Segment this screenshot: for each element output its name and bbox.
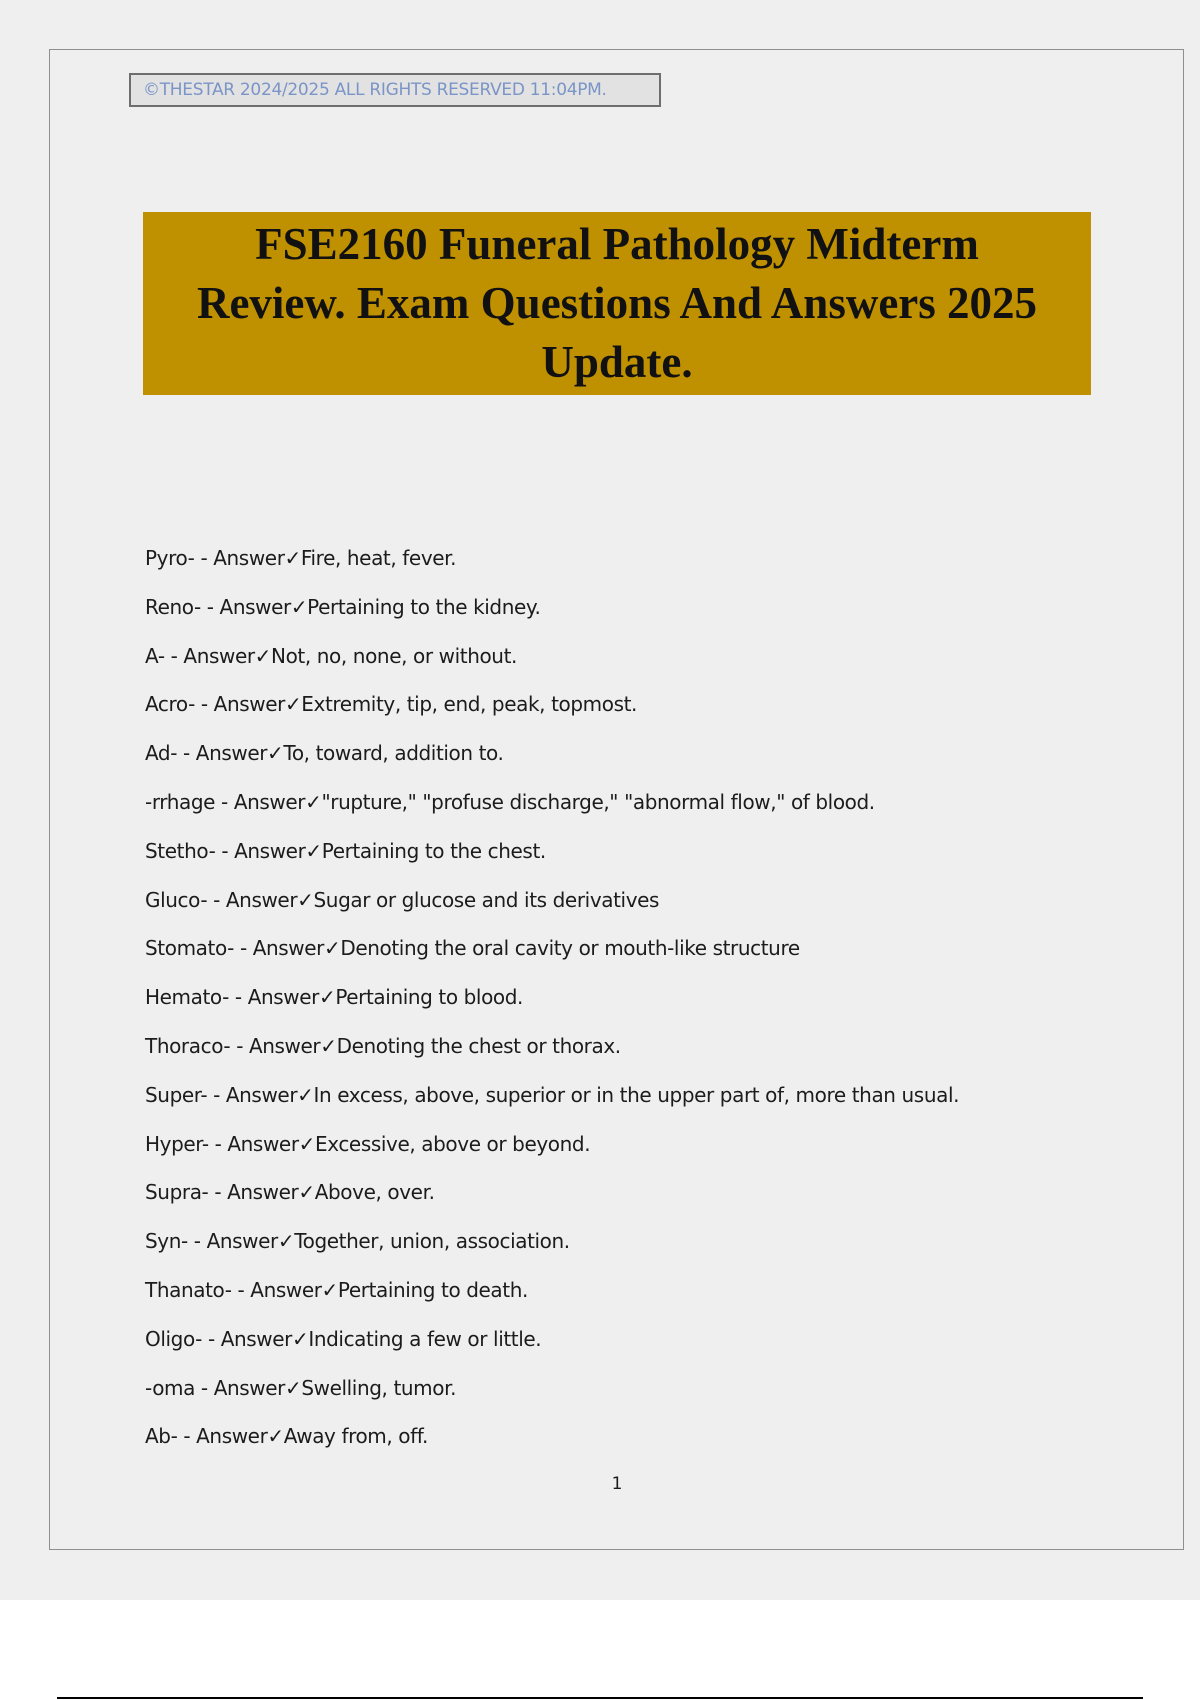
qa-answer: Away from, off. [283,1424,428,1449]
qa-separator: - [177,741,196,766]
title-line-3: Update. [541,337,693,387]
qa-answer: Indicating a few or little. [308,1326,542,1351]
checkmark-icon: ✓ [298,1180,315,1205]
qa-separator: - [231,1277,251,1302]
page-number: 1 [611,1474,623,1494]
checkmark-icon: ✓ [305,838,322,863]
qa-item [145,736,1145,785]
answer-label: Answer [227,1180,299,1205]
answer-label: Answer [196,1424,268,1449]
title-line-2: Review. Exam Questions And Answers 2025 [196,278,1038,328]
answer-label: Answer [220,1326,292,1351]
qa-answer: Sugar or glucose and its derivatives [313,887,660,912]
qa-separator: - [187,1229,207,1254]
qa-term: Supra- [145,1180,209,1205]
qa-term: Syn- [145,1229,188,1254]
qa-answer: To, toward, addition to. [283,741,504,766]
answer-label: Answer [195,741,268,766]
qa-separator: - [228,985,248,1010]
qa-answer: Not, no, none, or without. [271,643,517,668]
qa-item [145,785,1145,834]
answer-label: Answer [233,789,306,814]
qa-term: Hyper- [145,1131,209,1156]
qa-term: Thanato- [145,1277,232,1302]
qa-term: Hemato- [145,985,229,1010]
footer-divider [57,1697,1143,1699]
qa-item [145,590,1145,639]
qa-answer: Swelling, tumor. [301,1375,457,1400]
qa-answer: Pertaining to blood. [335,985,524,1010]
answer-label: Answer [247,985,319,1010]
qa-term: Ab- [145,1424,178,1449]
checkmark-icon: ✓ [267,741,284,766]
qa-item [145,1371,1145,1420]
title-line-1: FSE2160 Funeral Pathology Midterm [255,219,979,269]
answer-label: Answer [250,1277,322,1302]
title-banner [143,212,1091,395]
answer-label: Answer [225,887,298,912]
answer-label: Answer [213,546,285,570]
qa-separator: - [215,789,234,814]
answer-label: Answer [213,692,285,717]
qa-item [145,1224,1145,1273]
qa-item [145,1078,1145,1127]
answer-label: Answer [234,838,306,863]
qa-item [145,1175,1145,1224]
qa-item [145,1322,1145,1371]
checkmark-icon: ✓ [254,643,272,668]
qa-answer: Fire, heat, fever. [300,546,457,570]
answer-label: Answer [206,1229,278,1254]
qa-answer: Above, over. [314,1180,435,1205]
qa-answer: Excessive, above or beyond. [315,1131,591,1156]
qa-answer: Together, union, association. [294,1229,570,1254]
checkmark-icon: ✓ [297,887,314,912]
qa-term: Super- [145,1082,208,1107]
answer-label: Answer [183,643,255,668]
checkmark-icon: ✓ [284,692,302,717]
qa-term: Reno- [145,594,201,619]
qa-separator: - [233,936,253,961]
checkmark-icon: ✓ [267,1424,284,1449]
checkmark-icon: ✓ [284,546,301,570]
qa-term: -oma [145,1375,195,1400]
qa-item [145,883,1145,932]
checkmark-icon: ✓ [291,1326,309,1351]
qa-answer: Pertaining to the chest. [321,838,546,863]
qa-term: Oligo- [145,1326,202,1351]
qa-item [145,1419,1145,1468]
checkmark-icon: ✓ [321,1277,338,1302]
qa-item [145,980,1145,1029]
qa-item [145,1127,1145,1176]
copyright-text: ©THESTAR 2024/2025 ALL RIGHTS RESERVED 11:04PM. [143,80,607,100]
qa-term: Gluco- [145,887,208,912]
qa-answer: Pertaining to the kidney. [307,594,541,619]
answer-label: Answer [225,1082,298,1107]
answer-label: Answer [213,1375,285,1400]
checkmark-icon: ✓ [290,594,308,619]
answer-label: Answer [227,1131,299,1156]
qa-item [145,834,1145,883]
qa-item [145,541,1145,590]
qa-separator: - [194,692,214,717]
qa-item [145,1273,1145,1322]
qa-separator: - [208,1131,228,1156]
qa-term: Acro- [145,692,195,717]
checkmark-icon: ✓ [297,1082,314,1107]
qa-answer: Extremity, tip, end, peak, topmost. [301,692,637,717]
qa-separator: - [207,1082,226,1107]
checkmark-icon: ✓ [318,985,336,1010]
qa-separator: - [194,546,214,570]
checkmark-icon: ✓ [277,1229,295,1254]
qa-answer: Denoting the chest or thorax. [336,1033,621,1058]
qa-separator: - [194,1375,214,1400]
qa-separator: - [215,838,235,863]
checkmark-icon: ✓ [305,789,322,814]
checkmark-icon: ✓ [323,936,341,961]
qa-term: Pyro- [145,546,195,570]
answer-label: Answer [248,1033,321,1058]
qa-item [145,639,1145,688]
qa-answer: In excess, above, superior or in the upper part of, more than usual. [313,1082,960,1107]
qa-term: Stetho- [145,838,216,863]
qa-term: Ad- [145,741,178,766]
qa-list [145,541,1145,1468]
checkmark-icon: ✓ [320,1033,337,1058]
qa-separator: - [200,594,220,619]
qa-separator: - [230,1033,249,1058]
qa-answer: Denoting the oral cavity or mouth-like structure [340,936,800,961]
qa-answer: Pertaining to death. [337,1277,528,1302]
qa-term: A- [145,643,165,668]
answer-label: Answer [219,594,291,619]
copyright-notice [129,73,661,107]
document-title [187,215,1047,392]
checkmark-icon: ✓ [284,1375,302,1400]
qa-separator: - [177,1424,197,1449]
qa-answer: "rupture," "profuse discharge," "abnormal flow," of blood. [321,789,875,814]
qa-separator: - [201,1326,221,1351]
qa-term: Thoraco- [145,1033,231,1058]
qa-separator: - [207,887,226,912]
qa-separator: - [208,1180,228,1205]
qa-separator: - [164,643,184,668]
qa-item [145,687,1145,736]
qa-item [145,931,1145,980]
qa-term: -rrhage [145,789,216,814]
qa-term: Stomato- [145,936,234,961]
answer-label: Answer [252,936,324,961]
qa-item [145,1029,1145,1078]
checkmark-icon: ✓ [298,1131,315,1156]
